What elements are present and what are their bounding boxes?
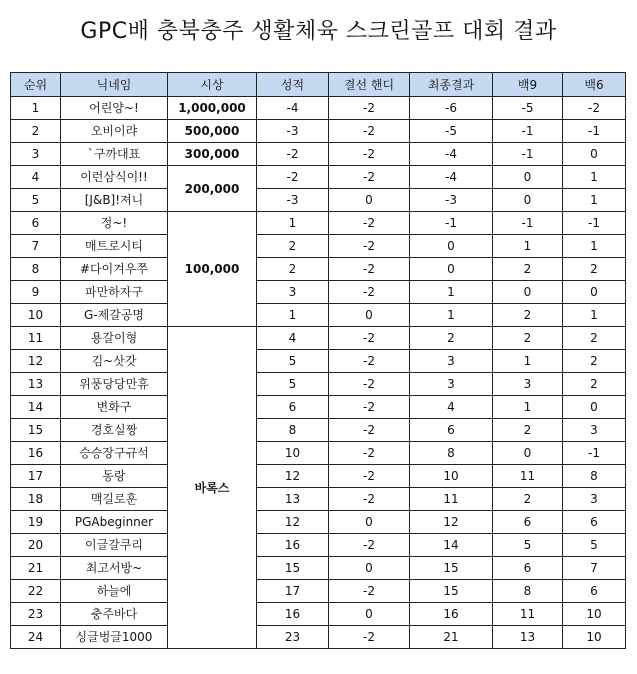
final-result-cell: 15 [410,557,493,580]
final-result-cell: 8 [410,442,493,465]
final-result-cell: 16 [410,603,493,626]
table-row [11,603,626,626]
handicap-cell: -2 [329,327,410,350]
back9-cell: 6 [493,557,563,580]
rank-cell: 17 [11,465,61,488]
rank-cell: 12 [11,350,61,373]
back6-cell: 8 [563,465,626,488]
header-nickname: 닉네임 [61,73,168,97]
handicap-cell: 0 [329,557,410,580]
back6-cell: 1 [563,304,626,327]
back9-cell: 11 [493,465,563,488]
nickname-cell: 이런삼식이!! [61,166,168,189]
handicap-cell: -2 [329,534,410,557]
final-result-cell: 15 [410,580,493,603]
final-result-cell: 14 [410,534,493,557]
rank-cell: 22 [11,580,61,603]
score-cell: -2 [257,166,329,189]
table-row [11,97,626,120]
nickname-cell: 정~! [61,212,168,235]
back9-cell: -1 [493,143,563,166]
back9-cell: 11 [493,603,563,626]
score-cell: 4 [257,327,329,350]
back9-cell: 2 [493,304,563,327]
rank-cell: 16 [11,442,61,465]
nickname-cell: G-제갈공명 [61,304,168,327]
score-cell: 6 [257,396,329,419]
handicap-cell: -2 [329,580,410,603]
rank-cell: 6 [11,212,61,235]
table-row [11,166,626,189]
back9-cell: -5 [493,97,563,120]
score-cell: 12 [257,465,329,488]
back9-cell: 2 [493,258,563,281]
table-row [11,120,626,143]
nickname-cell: 김~삿갓 [61,350,168,373]
rank-cell: 11 [11,327,61,350]
rank-cell: 1 [11,97,61,120]
table-row [11,626,626,649]
back9-cell: -1 [493,120,563,143]
handicap-cell: -2 [329,373,410,396]
table-row [11,189,626,212]
handicap-cell: -2 [329,120,410,143]
final-result-cell: 6 [410,419,493,442]
header-rank: 순위 [11,73,61,97]
table-row [11,488,626,511]
score-cell: 12 [257,511,329,534]
rank-cell: 15 [11,419,61,442]
score-cell: -3 [257,120,329,143]
back9-cell: 0 [493,166,563,189]
table-row [11,235,626,258]
back6-cell: 2 [563,258,626,281]
rank-cell: 3 [11,143,61,166]
back9-cell: 0 [493,189,563,212]
score-cell: 2 [257,235,329,258]
final-result-cell: -4 [410,143,493,166]
table-row [11,419,626,442]
prize-cell: 1,000,000 [168,97,257,120]
results-body [11,97,626,649]
nickname-cell: 매트로시티 [61,235,168,258]
nickname-cell: 파만하자구 [61,281,168,304]
final-result-cell: -4 [410,166,493,189]
handicap-cell: 0 [329,189,410,212]
back9-cell: 13 [493,626,563,649]
nickname-cell: 승승장구규석 [61,442,168,465]
rank-cell: 20 [11,534,61,557]
back9-cell: 6 [493,511,563,534]
nickname-cell: 오비이랴 [61,120,168,143]
back6-cell: 2 [563,327,626,350]
header-prize: 시상 [168,73,257,97]
nickname-cell: 최고서방~ [61,557,168,580]
rank-cell: 24 [11,626,61,649]
nickname-cell: 어린양~! [61,97,168,120]
rank-cell: 10 [11,304,61,327]
nickname-cell: 경호실짱 [61,419,168,442]
handicap-cell: -2 [329,143,410,166]
back6-cell: 6 [563,580,626,603]
back6-cell: 1 [563,189,626,212]
handicap-cell: -2 [329,235,410,258]
final-result-cell: 0 [410,258,493,281]
nickname-cell: 변화구 [61,396,168,419]
final-result-cell: -6 [410,97,493,120]
nickname-cell: `구까대표 [61,143,168,166]
final-result-cell: 3 [410,373,493,396]
back6-cell: 10 [563,626,626,649]
rank-cell: 19 [11,511,61,534]
back9-cell: 3 [493,373,563,396]
table-row [11,534,626,557]
nickname-cell: 충주바다 [61,603,168,626]
final-result-cell: 11 [410,488,493,511]
back6-cell: 1 [563,166,626,189]
table-row [11,442,626,465]
table-row [11,557,626,580]
nickname-cell: 하늘에 [61,580,168,603]
table-row [11,143,626,166]
back6-cell: 10 [563,603,626,626]
back9-cell: 2 [493,419,563,442]
table-row [11,258,626,281]
header-final-handicap: 결선 핸디 [329,73,410,97]
back6-cell: 2 [563,350,626,373]
handicap-cell: 0 [329,603,410,626]
header-final-result: 최종결과 [410,73,493,97]
score-cell: 23 [257,626,329,649]
back6-cell: 5 [563,534,626,557]
rank-cell: 13 [11,373,61,396]
score-cell: 10 [257,442,329,465]
table-row [11,281,626,304]
back6-cell: 3 [563,488,626,511]
rank-cell: 14 [11,396,61,419]
back9-cell: 8 [493,580,563,603]
handicap-cell: -2 [329,396,410,419]
rank-cell: 5 [11,189,61,212]
nickname-cell: 싱글벙글1000 [61,626,168,649]
back6-cell: 1 [563,235,626,258]
handicap-cell: -2 [329,442,410,465]
table-row [11,396,626,419]
back6-cell: 0 [563,281,626,304]
nickname-cell: #다이겨우쭈 [61,258,168,281]
final-result-cell: 12 [410,511,493,534]
back6-cell: 6 [563,511,626,534]
nickname-cell: 동랑 [61,465,168,488]
back9-cell: 0 [493,281,563,304]
handicap-cell: 0 [329,511,410,534]
handicap-cell: -2 [329,350,410,373]
score-cell: 13 [257,488,329,511]
score-cell: 5 [257,350,329,373]
final-result-cell: 0 [410,235,493,258]
prize-cell: 바록스 [168,327,257,649]
nickname-cell: [J&B]!져니 [61,189,168,212]
score-cell: 1 [257,212,329,235]
final-result-cell: -5 [410,120,493,143]
table-row [11,212,626,235]
final-result-cell: 21 [410,626,493,649]
handicap-cell: -2 [329,419,410,442]
rank-cell: 9 [11,281,61,304]
table-row [11,304,626,327]
table-row [11,373,626,396]
final-result-cell: 3 [410,350,493,373]
final-result-cell: 1 [410,281,493,304]
back6-cell: 0 [563,143,626,166]
handicap-cell: -2 [329,258,410,281]
back9-cell: 1 [493,396,563,419]
final-result-cell: 1 [410,304,493,327]
prize-cell: 300,000 [168,143,257,166]
rank-cell: 2 [11,120,61,143]
rank-cell: 21 [11,557,61,580]
table-row [11,465,626,488]
score-cell: 5 [257,373,329,396]
back9-cell: 1 [493,350,563,373]
prize-cell: 500,000 [168,120,257,143]
score-cell: 16 [257,603,329,626]
back6-cell: 7 [563,557,626,580]
score-cell: 1 [257,304,329,327]
handicap-cell: -2 [329,465,410,488]
back6-cell: -2 [563,97,626,120]
page-title: GPC배 충북충주 생활체육 스크린골프 대회 결과 [80,19,557,44]
handicap-cell: -2 [329,626,410,649]
back6-cell: -1 [563,442,626,465]
final-result-cell: 10 [410,465,493,488]
back6-cell: 0 [563,396,626,419]
back6-cell: 2 [563,373,626,396]
rank-cell: 23 [11,603,61,626]
handicap-cell: -2 [329,281,410,304]
score-cell: 17 [257,580,329,603]
score-cell: -3 [257,189,329,212]
header-row [11,73,626,97]
score-cell: -4 [257,97,329,120]
score-cell: 3 [257,281,329,304]
handicap-cell: -2 [329,488,410,511]
handicap-cell: -2 [329,166,410,189]
handicap-cell: -2 [329,97,410,120]
back9-cell: 0 [493,442,563,465]
final-result-cell: 2 [410,327,493,350]
table-row [11,327,626,350]
header-back6: 백6 [563,73,626,97]
score-cell: 8 [257,419,329,442]
rank-cell: 4 [11,166,61,189]
rank-cell: 7 [11,235,61,258]
nickname-cell: 맥길로훈 [61,488,168,511]
nickname-cell: 이글갈쿠리 [61,534,168,557]
rank-cell: 8 [11,258,61,281]
score-cell: 2 [257,258,329,281]
header-score: 성적 [257,73,329,97]
back9-cell: 2 [493,327,563,350]
score-cell: 15 [257,557,329,580]
nickname-cell: 용갈이형 [61,327,168,350]
final-result-cell: 4 [410,396,493,419]
prize-cell: 100,000 [168,212,257,327]
back6-cell: -1 [563,212,626,235]
score-cell: 16 [257,534,329,557]
back6-cell: -1 [563,120,626,143]
back9-cell: -1 [493,212,563,235]
table-row [11,350,626,373]
prize-cell: 200,000 [168,166,257,212]
nickname-cell: PGAbeginner [61,511,168,534]
header-back9: 백9 [493,73,563,97]
rank-cell: 18 [11,488,61,511]
back6-cell: 3 [563,419,626,442]
results-table [10,72,626,649]
back9-cell: 1 [493,235,563,258]
back9-cell: 2 [493,488,563,511]
handicap-cell: 0 [329,304,410,327]
table-row [11,511,626,534]
final-result-cell: -3 [410,189,493,212]
nickname-cell: 위풍당당만휴 [61,373,168,396]
score-cell: -2 [257,143,329,166]
back9-cell: 5 [493,534,563,557]
final-result-cell: -1 [410,212,493,235]
table-row [11,580,626,603]
handicap-cell: -2 [329,212,410,235]
